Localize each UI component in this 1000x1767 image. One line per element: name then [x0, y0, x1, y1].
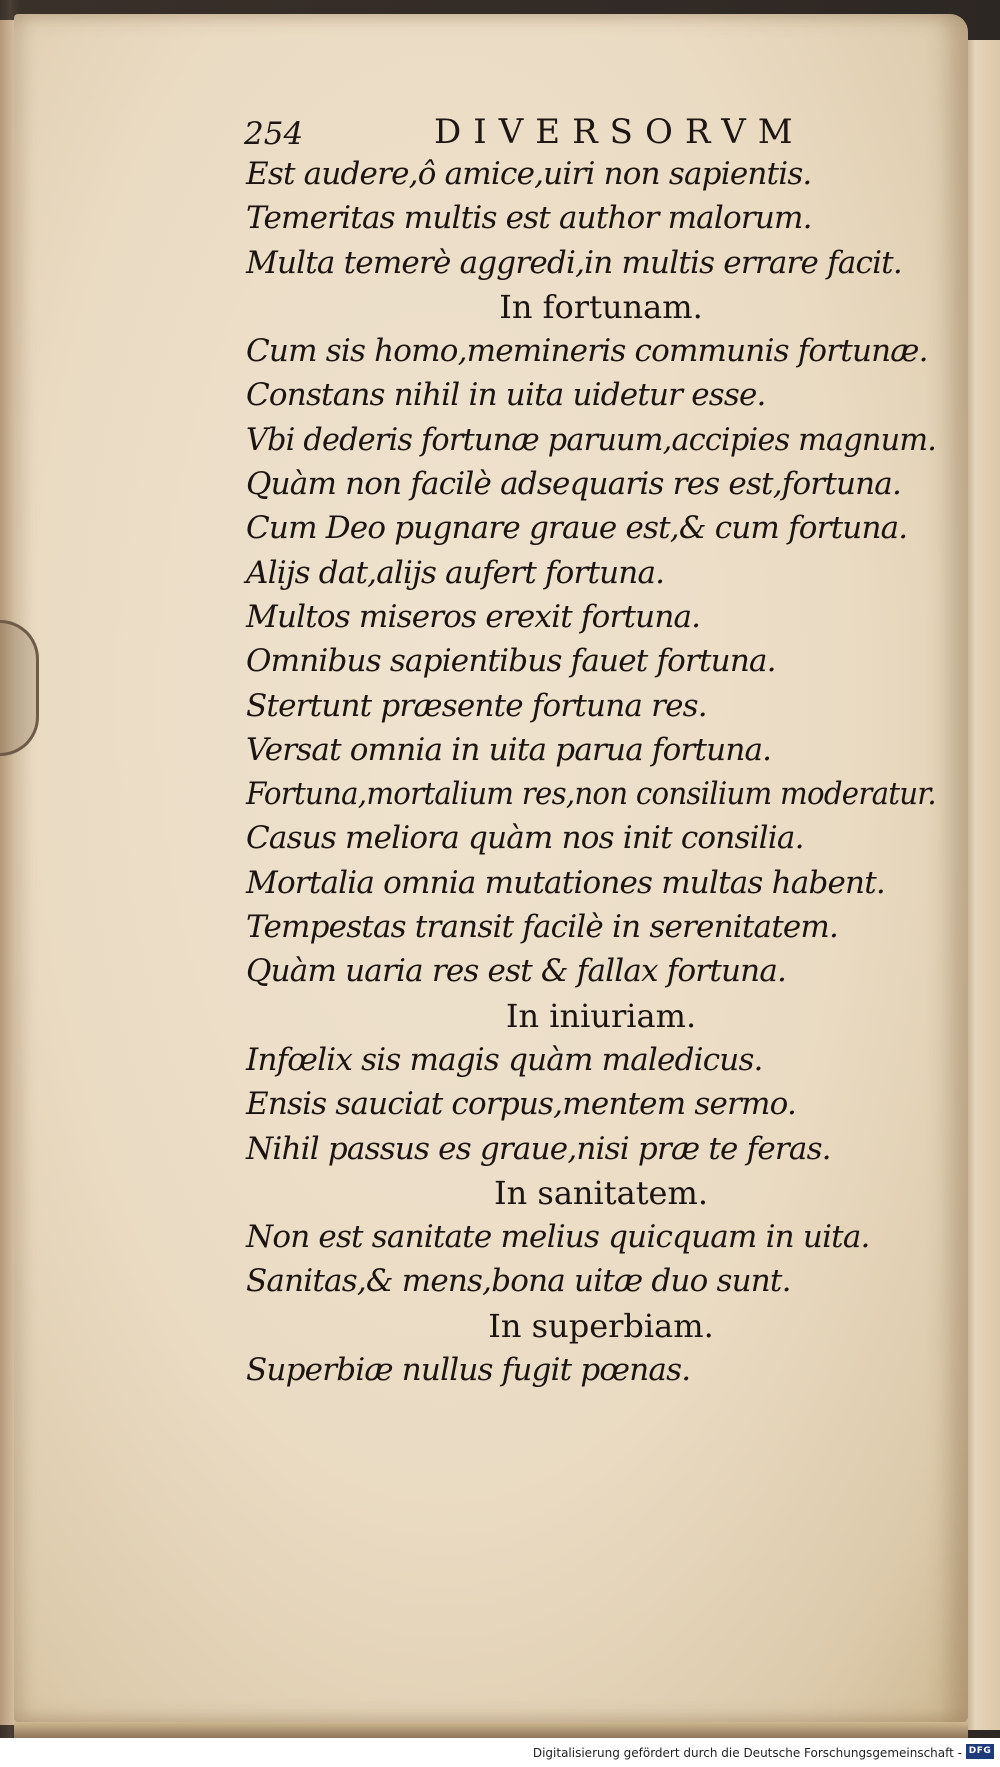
- dfg-logo: DFG: [966, 1744, 994, 1759]
- text-block: [246, 152, 937, 1392]
- section-heading: In fortunam.: [499, 287, 703, 326]
- verse-line: Est audere,ô amice,uiri non sapientis.: [246, 156, 812, 192]
- verse-line: Casus meliora quàm nos init consilia.: [246, 820, 804, 857]
- verse-line: Superbiæ nullus fugit pœnas.: [246, 1352, 691, 1389]
- verse-line: Ensis sauciat corpus,mentem sermo.: [246, 1086, 797, 1123]
- section-heading: In superbiam.: [488, 1306, 714, 1345]
- page-number: 254: [244, 116, 304, 152]
- footer-credit: Digitalisierung gefördert durch die Deutsche Forschungsgemeinschaft -: [532, 1746, 962, 1760]
- verse-line: Sanitas,& mens,bona uitæ duo sunt.: [246, 1263, 791, 1300]
- verse-line: Non est sanitate melius quicquam in uita.: [246, 1219, 870, 1256]
- verse-line: Infœlix sis magis quàm maledicus.: [246, 1041, 763, 1078]
- verse-line: Multos miseros erexit fortuna.: [246, 598, 701, 635]
- verse-line: Temeritas multis est author malorum.: [246, 200, 812, 237]
- verse-line: Cum sis homo,memineris communis fortunæ.: [246, 333, 928, 370]
- verse-line: Alijs dat,alijs aufert fortuna.: [246, 554, 665, 591]
- verse-line: Nihil passus es graue,nisi præ te feras.: [246, 1130, 831, 1167]
- verse-line: Multa temerè aggredi,in multis errare facit.: [246, 244, 902, 281]
- verse-line: Mortalia omnia mutationes multas habent.: [246, 864, 885, 901]
- section-heading: In iniuriam.: [505, 996, 697, 1035]
- verse-line: Constans nihil in uita uidetur esse.: [246, 377, 766, 414]
- verse-line: Quàm uaria res est & fallax fortuna.: [246, 953, 787, 990]
- running-head: [244, 112, 805, 156]
- verse-line: Vbi dederis fortunæ paruum,accipies magnum.: [246, 421, 937, 458]
- verse-line: Quàm non facilè adsequaris res est,fortuna.: [246, 466, 902, 503]
- running-head-title: DIVERSORVM: [434, 112, 805, 152]
- section-heading: In sanitatem.: [493, 1173, 708, 1212]
- clasp-shadow: [0, 620, 39, 756]
- footer-strip: [0, 1738, 1000, 1767]
- verse-line: Cum Deo pugnare graue est,& cum fortuna.: [246, 510, 908, 547]
- verse-line: Fortuna,mortalium res,non consilium moderatur.: [246, 776, 936, 813]
- verse-line: Tempestas transit facilè in serenitatem.: [246, 909, 839, 946]
- verse-line: Versat omnia in uita parua fortuna.: [246, 731, 772, 768]
- verse-line: Stertunt præsente fortuna res.: [246, 687, 707, 724]
- verse-line: Omnibus sapientibus fauet fortuna.: [246, 643, 776, 680]
- page-bottom-edge: [14, 1722, 968, 1738]
